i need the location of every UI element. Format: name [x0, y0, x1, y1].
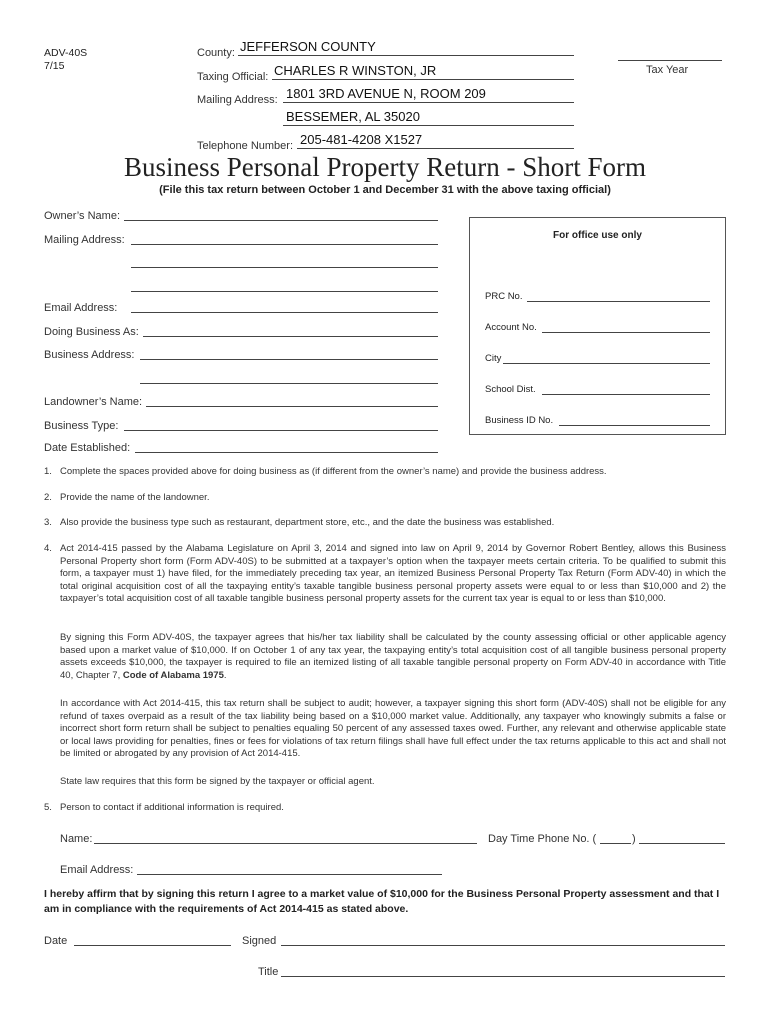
business-id-label: Business ID No.	[485, 415, 554, 426]
taxing-official-label: Taxing Official:	[197, 71, 269, 83]
date-established-field[interactable]	[135, 436, 438, 453]
instruction-1: Complete the spaces provided above for doing business as (if different from the owner’s name) and provide the business address.	[60, 466, 607, 477]
instruction-4-signing-paragraph	[60, 632, 726, 682]
date-label: Date	[44, 935, 68, 947]
instruction-5: Person to contact if additional information is required.	[60, 802, 284, 813]
form-revision-date: 7/15	[44, 60, 65, 72]
mailing-address-line2: BESSEMER, AL 35020	[286, 109, 420, 124]
business-address-field-1[interactable]	[140, 343, 438, 360]
instruction-number-4: 4.	[44, 543, 52, 554]
taxing-official-value: CHARLES R WINSTON, JR	[274, 63, 437, 78]
instruction-4-signature-requirement: State law requires that this form be signed by the taxpayer or official agent.	[60, 776, 375, 787]
owner-name-label: Owner’s Name:	[44, 210, 121, 222]
prc-label: PRC No.	[485, 291, 523, 302]
telephone-label: Telephone Number:	[197, 140, 294, 152]
signed-label: Signed	[242, 935, 277, 947]
form-title: Business Personal Property Return - Short Form	[124, 152, 646, 182]
owner-name-field[interactable]	[124, 204, 438, 221]
title-field[interactable]	[281, 960, 725, 977]
instruction-number-3: 3.	[44, 517, 52, 528]
code-of-alabama-reference: Code of Alabama 1975	[122, 669, 224, 681]
instruction-number-5: 5.	[44, 802, 52, 813]
daytime-phone-label: Day Time Phone No. (	[488, 833, 597, 845]
landowner-name-field[interactable]	[146, 390, 438, 407]
school-district-label: School Dist.	[485, 384, 536, 395]
mailing-address-line1: 1801 3RD AVENUE N, ROOM 209	[286, 86, 486, 101]
tax-year-field[interactable]	[618, 44, 722, 61]
dba-field[interactable]	[143, 320, 438, 337]
business-type-label: Business Type:	[44, 420, 119, 432]
instruction-3: Also provide the business type such as restaurant, department store, etc., and the date the business was established.	[60, 517, 555, 528]
taxing-official-underline	[272, 79, 574, 80]
form-code: ADV-40S	[44, 47, 88, 59]
date-established-label: Date Established:	[44, 442, 131, 454]
signing-paragraph-end: .	[223, 669, 227, 681]
contact-name-label: Name:	[60, 833, 93, 845]
county-underline	[238, 55, 574, 56]
contact-email-label: Email Address:	[60, 864, 134, 876]
dba-label: Doing Business As:	[44, 326, 139, 338]
email-address-field[interactable]	[131, 296, 438, 313]
school-district-field[interactable]	[542, 380, 710, 395]
city-field[interactable]	[503, 349, 710, 364]
signing-paragraph-text: By signing this Form ADV-40S, the taxpayer agrees that his/her tax liability shall be calculated by the county assessing official or other applicable agency based upon a market value of $10,000. If on October 1 of any tax year, the taxpaying entity’s total acquisition cost of all tangible business personal property assets exceeds $10,000, the taxpayer is required to file an itemized listing of all taxable tangible personal property on Form ADV-40 in accordance with Title 40, Chapter 7,	[60, 632, 726, 681]
signature-field[interactable]	[281, 929, 725, 946]
owner-mailing-field-2[interactable]	[131, 251, 438, 268]
instruction-2: Provide the name of the landowner.	[60, 492, 210, 503]
instruction-4: Act 2014-415 passed by the Alabama Legislature on April 3, 2014 and signed into law on April 9, 2014 by Governor Robert Bentley, allows this Business Personal Property short form (Form ADV-40S) to be submitted at a taxpayer’s option when the taxpayer meets certain criteria. To be qualified to submit this form, a taxpayer must 1) have filed, for the immediately preceding tax year, an itemized Business Personal Property Tax Return (Form ADV-40) in which the total original acquisition cost of all the taxpaying entity’s taxable tangible business personal property assets were equal to or less than $10,000 and 2) the taxpayer’s total acquisition cost of all taxable tangible business personal property assets for the current tax year is equal to or less than $10,000.	[60, 543, 726, 605]
landowner-name-label: Landowner’s Name:	[44, 396, 143, 408]
prc-field[interactable]	[527, 287, 710, 302]
daytime-phone-area-code-field[interactable]	[600, 827, 631, 844]
owner-mailing-field-3[interactable]	[131, 275, 438, 292]
instruction-number-2: 2.	[44, 492, 52, 503]
owner-mailing-label: Mailing Address:	[44, 234, 125, 246]
account-field[interactable]	[542, 318, 710, 333]
mailing-address-underline1	[283, 102, 574, 103]
mailing-address-underline2	[283, 125, 574, 126]
telephone-value: 205-481-4208 X1527	[300, 132, 423, 147]
business-type-field[interactable]	[124, 414, 438, 431]
business-id-field[interactable]	[559, 411, 710, 426]
daytime-phone-number-field[interactable]	[639, 827, 725, 844]
contact-email-field[interactable]	[137, 858, 442, 875]
contact-name-field[interactable]	[94, 827, 477, 844]
form-subtitle: (File this tax return between October 1 and December 31 with the above taxing official)	[159, 184, 611, 196]
instruction-number-1: 1.	[44, 466, 52, 477]
account-label: Account No.	[485, 322, 537, 333]
daytime-phone-paren: )	[632, 833, 636, 845]
telephone-underline	[297, 148, 574, 149]
county-label: County:	[197, 47, 235, 59]
city-label: City	[485, 353, 502, 364]
mailing-address-label: Mailing Address:	[197, 94, 278, 106]
owner-mailing-field-1[interactable]	[131, 228, 438, 245]
office-use-box	[469, 217, 726, 435]
business-address-label: Business Address:	[44, 349, 135, 361]
office-use-heading: For office use only	[553, 230, 642, 241]
title-label: Title	[258, 966, 279, 978]
affirmation-statement: I hereby affirm that by signing this return I agree to a market value of $10,000 for the Business Personal Property assessment and that I am in compliance with the requirements of Act 2014-415 as stated above.	[44, 888, 720, 915]
date-field[interactable]	[74, 929, 231, 946]
email-address-label: Email Address:	[44, 302, 118, 314]
tax-year-label: Tax Year	[646, 64, 689, 76]
county-value: JEFFERSON COUNTY	[240, 39, 376, 54]
business-address-field-2[interactable]	[140, 367, 438, 384]
instruction-4-audit-paragraph: In accordance with Act 2014-415, this tax return shall be subject to audit; however, a taxpayer signing this short form (ADV-40S) shall not be eligible for any refund of taxes overpaid as a result of the tax liability being based on a $10,000 market value. Additionally, any taxpayer who knowingly submits a false or incorrect short form return shall be subject to penalties equaling 50 percent of any assessed taxes owed. Further, any relevant and otherwise applicable state or local laws providing for penalties, fines or fees for violations of tax return filings shall have full effect under the tax returns applicable to this act and shall not be limited or abrogated by any provision of Act 2014-415.	[60, 698, 726, 760]
